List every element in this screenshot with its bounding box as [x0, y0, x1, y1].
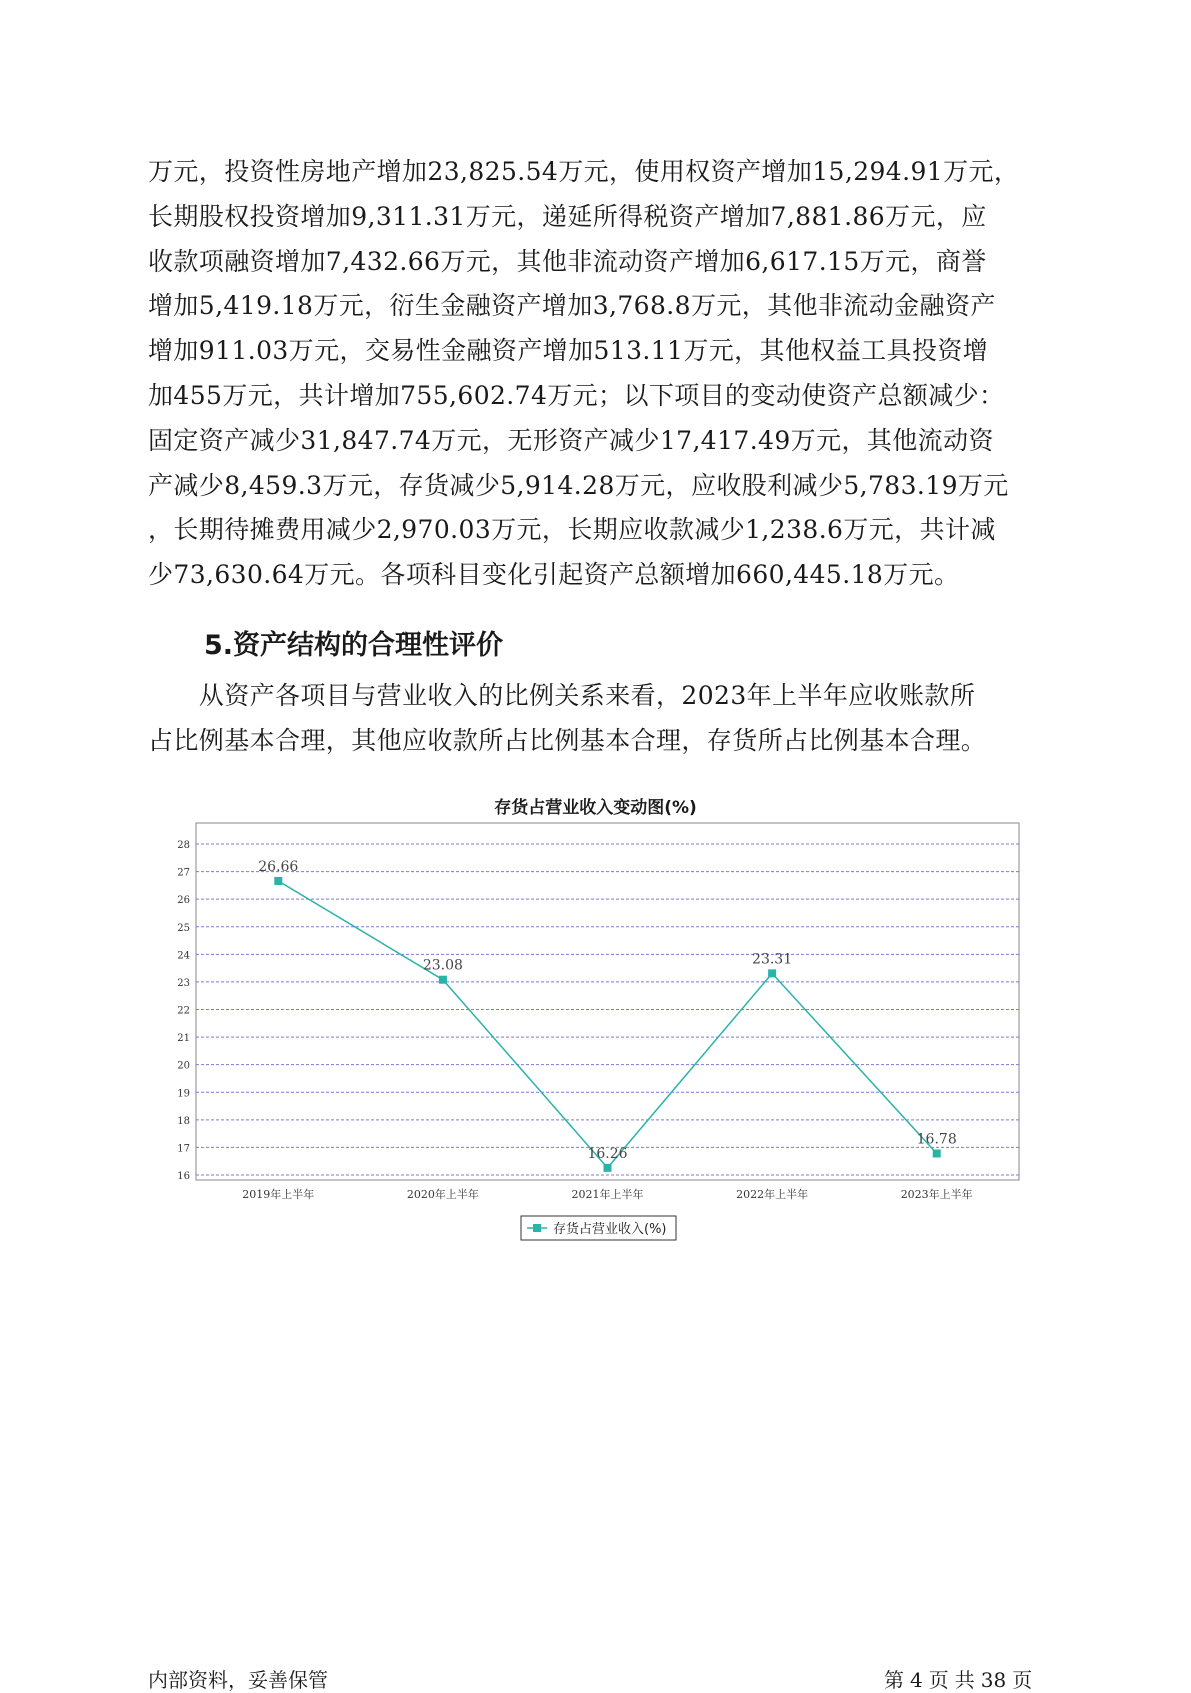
text-line: 占比例基本合理，其他应收款所占比例基本合理，存货所占比例基本合理。: [148, 725, 987, 755]
page-prefix: 第: [884, 1668, 904, 1692]
footer-confidential-note: 内部资料，妥善保管: [148, 1668, 328, 1692]
plot-area-border: [196, 823, 1019, 1180]
legend-label: 存货占营业收入(%): [553, 1222, 667, 1237]
page-unit: 页: [928, 1668, 949, 1692]
text-line: 万元，投资性房地产增加23,825.54万元，使用权资产增加15,294.91万元，: [148, 157, 1020, 186]
y-tick-label: 27: [177, 867, 190, 879]
text-line: 长期股权投资增加9,311.31万元，递延所得税资产增加7,881.86万元，应: [148, 201, 987, 231]
y-tick-label: 24: [177, 950, 190, 962]
chart-legend: [521, 1216, 676, 1240]
x-tick-label: 2019年上半年: [242, 1188, 315, 1201]
data-point: [933, 1149, 941, 1157]
y-tick-label: 25: [177, 922, 190, 934]
text-line: 从资产各项目与营业收入的比例关系来看，2023年上半年应收账款所: [148, 681, 976, 710]
text-line: 增加5,419.18万元，衍生金融资产增加3,768.8万元，其他非流动金融资产: [148, 291, 996, 321]
x-tick-label: 2022年上半年: [736, 1188, 809, 1201]
y-tick-label: 26: [177, 895, 190, 907]
y-tick-label: 22: [177, 1005, 190, 1017]
chart-title: 存货占营业收入变动图(%): [494, 798, 697, 818]
y-tick-label: 21: [177, 1033, 190, 1045]
total-pages: 38: [980, 1668, 1007, 1692]
data-label: 16.26: [587, 1145, 628, 1162]
x-tick-label: 2021年上半年: [571, 1188, 644, 1201]
chart-frame: [196, 823, 1019, 1180]
y-tick-label: 20: [177, 1060, 190, 1072]
text-line: 产减少8,459.3万元，存货减少5,914.28万元，应收股利减少5,783.19万元: [148, 470, 1009, 500]
section-heading: 5.资产结构的合理性评价: [204, 630, 504, 661]
legend-marker: [533, 1224, 541, 1232]
text-line: 加455万元，共计增加755,602.74万元；以下项目的变动使资产总额减少：: [148, 380, 1005, 410]
text-line: 收款项融资增加7,432.66万元，其他非流动资产增加6,617.15万元，商誉: [148, 246, 987, 276]
footer-page-info: [884, 1664, 1038, 1693]
y-tick-label: 19: [177, 1088, 190, 1100]
y-tick-label: 16: [177, 1171, 190, 1182]
y-tick-label: 28: [177, 840, 190, 851]
data-label: 26.66: [258, 858, 299, 875]
y-tick-label: 23: [177, 977, 190, 989]
x-axis-ticks: [242, 1187, 972, 1201]
data-point: [274, 877, 282, 885]
data-label: 16.78: [916, 1131, 957, 1148]
text-line: 固定资产减少31,847.74万元，无形资产减少17,417.49万元，其他流动资: [148, 425, 994, 455]
y-tick-label: 18: [177, 1115, 190, 1127]
data-point: [768, 969, 776, 977]
data-point: [439, 976, 447, 984]
total-prefix: 共: [954, 1668, 975, 1692]
data-label: 23.08: [422, 957, 463, 974]
data-point: [604, 1164, 612, 1172]
y-tick-label: 17: [177, 1143, 190, 1155]
text-line: ，长期待摊费用减少2,970.03万元，长期应收款减少1,238.6万元，共计减: [148, 515, 996, 545]
x-tick-label: 2020年上半年: [406, 1188, 479, 1201]
page-number: 4: [910, 1668, 923, 1692]
x-tick-label: 2023年上半年: [900, 1188, 973, 1201]
total-unit: 页: [1012, 1668, 1033, 1692]
data-label: 23.31: [752, 951, 793, 968]
y-axis-ticks: [177, 840, 190, 1182]
text-line: 少73,630.64万元。各项科目变化引起资产总额增加660,445.18万元。: [148, 560, 960, 590]
text-line: 增加911.03万元，交易性金融资产增加513.11万元，其他权益工具投资增: [148, 336, 989, 366]
